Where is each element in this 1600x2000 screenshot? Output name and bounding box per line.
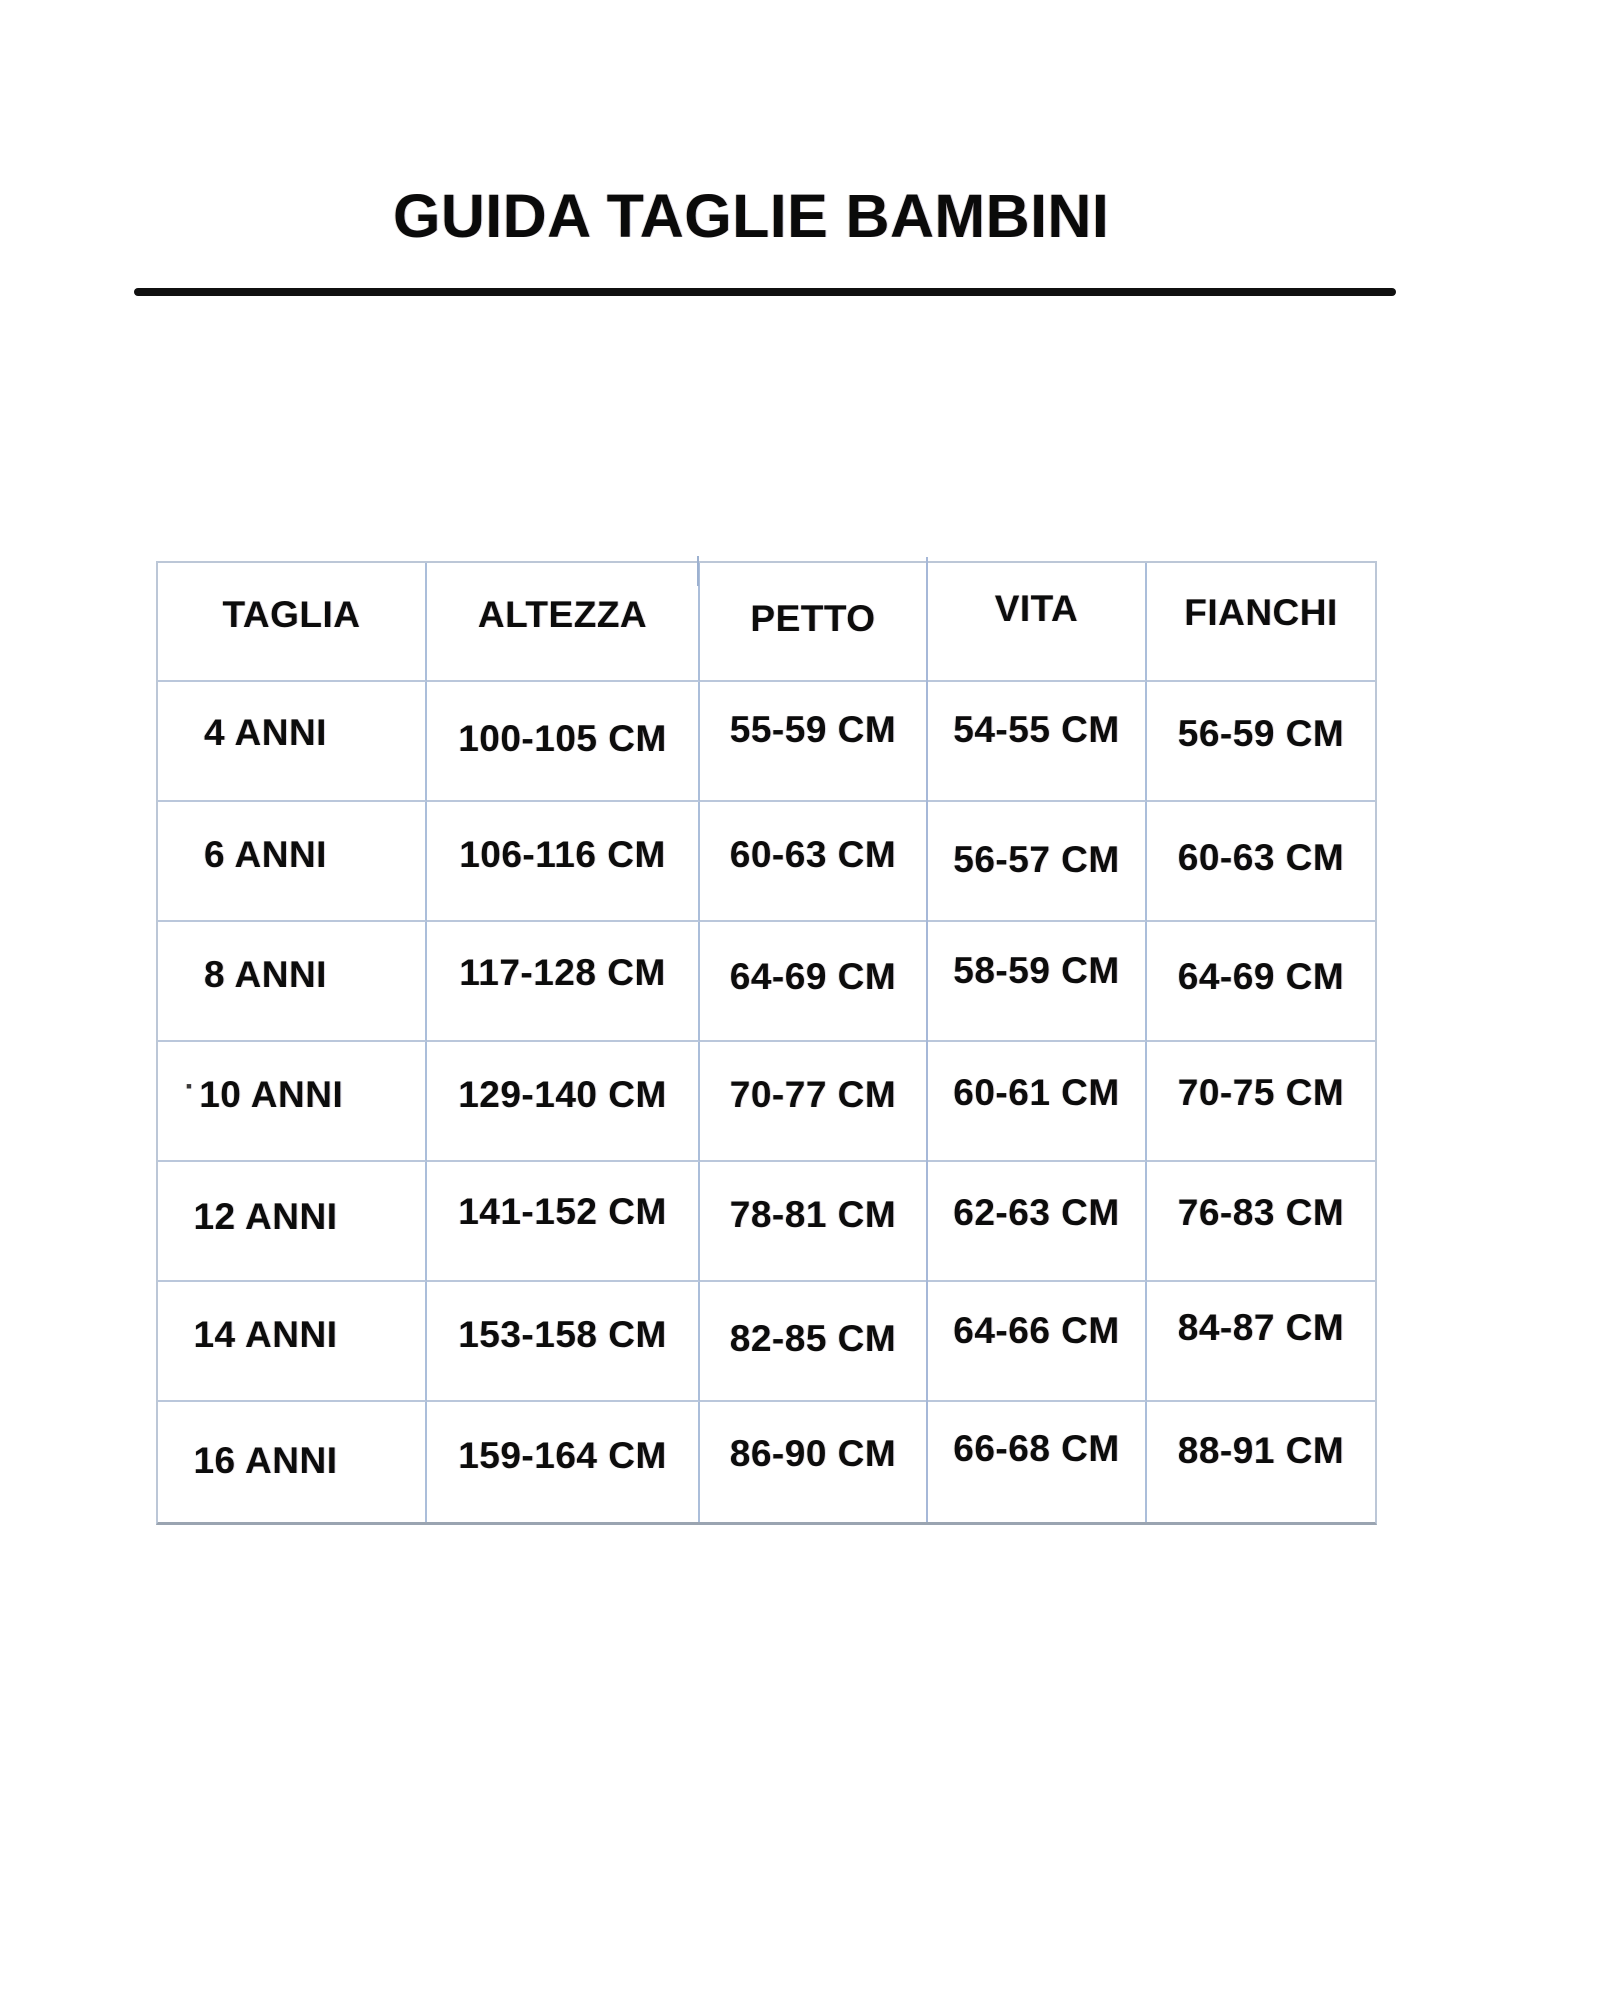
- size-guide-table: [156, 561, 1377, 1525]
- cell-taglia: 6 ANNI: [158, 802, 427, 922]
- cell-petto: 70-77 CM: [700, 1042, 928, 1162]
- cell-vita: 64-66 CM: [928, 1282, 1147, 1402]
- cell-vita: 62-63 CM: [928, 1162, 1147, 1282]
- cell-taglia: · 10 ANNI: [158, 1042, 427, 1162]
- cell-taglia: 8 ANNI: [158, 922, 427, 1042]
- cell-fianchi: 84-87 CM: [1147, 1282, 1375, 1402]
- cell-vita: 58-59 CM: [928, 922, 1147, 1042]
- cell-altezza: 153-158 CM: [427, 1282, 700, 1402]
- header-cell-altezza: ALTEZZA: [427, 563, 700, 682]
- cell-fianchi: 64-69 CM: [1147, 922, 1375, 1042]
- cell-petto: 64-69 CM: [700, 922, 928, 1042]
- cell-taglia: 4 ANNI: [158, 682, 427, 802]
- cell-fianchi: 70-75 CM: [1147, 1042, 1375, 1162]
- cell-vita: 56-57 CM: [928, 802, 1147, 922]
- cell-altezza: 106-116 CM: [427, 802, 700, 922]
- cell-petto: 60-63 CM: [700, 802, 928, 922]
- header-cell-petto: PETTO: [700, 563, 928, 682]
- cell-fianchi: 60-63 CM: [1147, 802, 1375, 922]
- page-title: GUIDA TAGLIE BAMBINI: [393, 182, 1110, 250]
- cell-altezza: 100-105 CM: [427, 682, 700, 802]
- header-cell-taglia: TAGLIA: [158, 563, 427, 682]
- cell-vita: 54-55 CM: [928, 682, 1147, 802]
- cell-altezza: 159-164 CM: [427, 1402, 700, 1522]
- cell-petto: 82-85 CM: [700, 1282, 928, 1402]
- column-border-dark: [926, 557, 928, 1522]
- header-cell-fianchi: FIANCHI: [1147, 563, 1375, 682]
- title-underline-rule: [134, 288, 1396, 296]
- header-cell-vita: VITA: [928, 563, 1147, 682]
- cell-fianchi: 56-59 CM: [1147, 682, 1375, 802]
- cell-altezza: 117-128 CM: [427, 922, 700, 1042]
- cell-vita: 60-61 CM: [928, 1042, 1147, 1162]
- cell-altezza: 129-140 CM: [427, 1042, 700, 1162]
- cell-taglia: 14 ANNI: [158, 1282, 427, 1402]
- cell-fianchi: 88-91 CM: [1147, 1402, 1375, 1522]
- cell-altezza: 141-152 CM: [427, 1162, 700, 1282]
- scan-line-artifact: [697, 556, 699, 586]
- cell-petto: 55-59 CM: [700, 682, 928, 802]
- cell-taglia: 12 ANNI: [158, 1162, 427, 1282]
- cell-fianchi: 76-83 CM: [1147, 1162, 1375, 1282]
- cell-taglia: 16 ANNI: [158, 1402, 427, 1522]
- scan-dot-artifact: ·: [184, 1069, 196, 1103]
- cell-petto: 78-81 CM: [700, 1162, 928, 1282]
- cell-vita: 66-68 CM: [928, 1402, 1147, 1522]
- cell-petto: 86-90 CM: [700, 1402, 928, 1522]
